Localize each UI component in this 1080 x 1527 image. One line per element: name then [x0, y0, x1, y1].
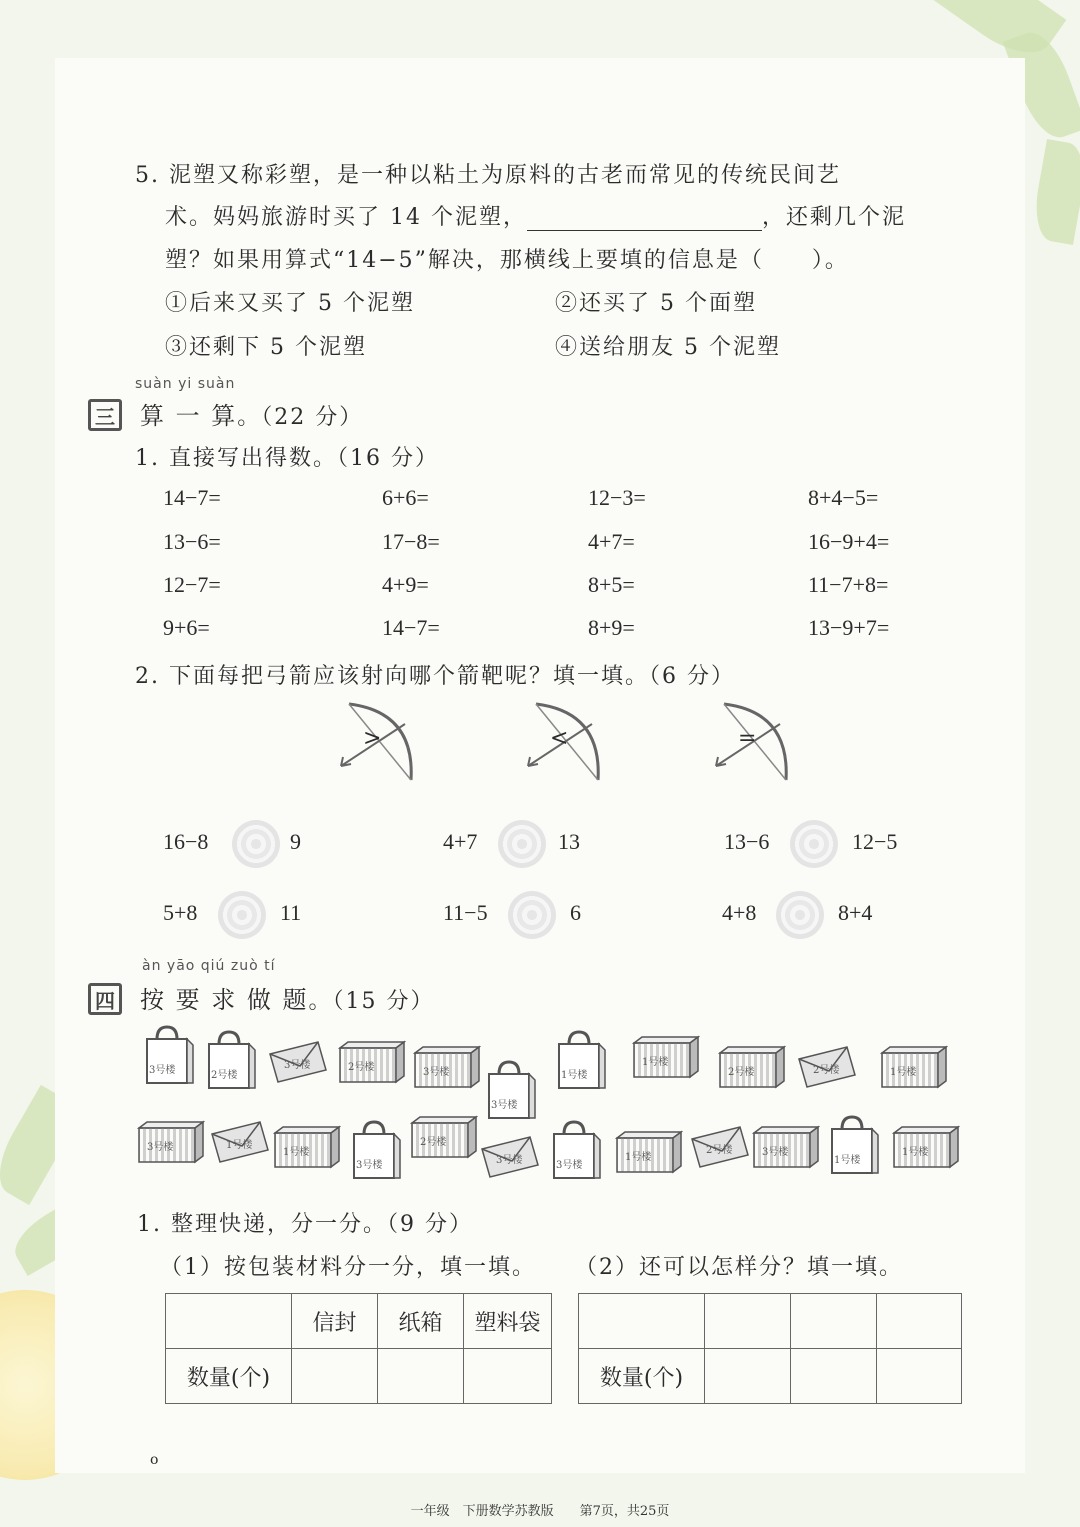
q5-line3: 塑？如果用算式“14−5”解决，那横线上要填的信息是（ ）。	[165, 248, 849, 273]
answer-cell[interactable]	[292, 1349, 378, 1404]
calc-expression[interactable]: 4+7=	[588, 529, 635, 554]
package-address-label: 1号楼	[642, 1057, 669, 1068]
compare-right: 11	[280, 900, 302, 925]
plastic-bag-icon	[485, 1060, 537, 1120]
section3-score: 。（22 分）	[237, 405, 364, 430]
page-footer: 一年级 下册数学苏教版 第7页，共25页	[410, 1504, 670, 1519]
q5-line1: 5. 泥塑又称彩塑，是一种以粘土为原料的古老而常见的传统民间艺	[135, 163, 841, 188]
answer-cell[interactable]	[464, 1349, 552, 1404]
carton-box-icon	[632, 1035, 700, 1079]
section4-title: 按 要 求 做 题	[140, 986, 309, 1014]
answer-cell[interactable]	[579, 1294, 705, 1349]
carton-box-icon	[892, 1125, 960, 1169]
section4-marker: 四	[88, 983, 122, 1015]
package-address-label: 3号楼	[147, 1142, 174, 1153]
compare-left: 11−5	[443, 900, 488, 925]
leaf-decoration	[1030, 139, 1080, 245]
table-corner-cell	[166, 1294, 292, 1349]
section4-pinyin: àn yāo qiú zuò tí	[142, 958, 276, 974]
envelope-icon	[210, 1120, 270, 1164]
package-address-label: 3号楼	[149, 1065, 176, 1076]
carton-box-icon	[615, 1130, 683, 1174]
sec3-q2-title: 2. 下面每把弓箭应该射向哪个箭靶呢？填一填。（6 分）	[135, 664, 735, 689]
package-address-label: 3号楼	[423, 1067, 450, 1078]
sec3-q1-title: 1. 直接写出得数。（16 分）	[135, 446, 439, 471]
bow-symbol: >	[363, 726, 382, 751]
material-table	[165, 1293, 552, 1404]
compare-left: 4+8	[722, 900, 757, 925]
answer-cell[interactable]	[791, 1349, 877, 1404]
q5-option-3[interactable]: ③还剩下 5 个泥塑	[165, 335, 367, 360]
section3-heading	[88, 396, 363, 431]
package-address-label: 1号楼	[625, 1152, 652, 1163]
section3-pinyin: suàn yi suàn	[135, 376, 236, 392]
compare-left: 16−8	[163, 829, 209, 854]
compare-right: 8+4	[838, 900, 873, 925]
section3-title: 算 一 算	[140, 402, 238, 430]
answer-cell[interactable]	[791, 1294, 877, 1349]
plastic-bag-icon	[555, 1030, 607, 1090]
sec4-sub2: （2）还可以怎样分？填一填。	[575, 1255, 903, 1280]
carton-box-icon	[273, 1125, 341, 1169]
package-address-label: 3号楼	[356, 1160, 383, 1171]
custom-sort-table	[578, 1293, 962, 1404]
q5-option-4[interactable]: ④送给朋友 5 个泥塑	[555, 335, 781, 360]
calc-expression[interactable]: 14−7=	[163, 485, 221, 510]
package-address-label: 3号楼	[491, 1100, 518, 1111]
package-address-label: 1号楼	[890, 1067, 917, 1078]
envelope-icon	[480, 1135, 540, 1179]
calc-expression[interactable]: 14−7=	[382, 615, 440, 640]
package-address-label: 3号楼	[762, 1147, 789, 1158]
q5-answer-blank[interactable]	[527, 210, 762, 231]
bow-arrow-icon	[335, 702, 425, 782]
target-icon[interactable]	[218, 891, 266, 939]
section4-score: 。（15 分）	[308, 989, 435, 1014]
package-address-label: 3号楼	[496, 1155, 523, 1166]
carton-box-icon	[413, 1045, 481, 1089]
bow-arrow-icon	[710, 702, 800, 782]
compare-left: 4+7	[443, 829, 478, 854]
table-row-label: 数量(个)	[166, 1349, 292, 1404]
plastic-bag-icon	[205, 1030, 257, 1090]
compare-left: 13−6	[724, 829, 770, 854]
answer-cell[interactable]	[705, 1349, 791, 1404]
q5-line2-start: 术。妈妈旅游时买了 14 个泥塑，	[165, 205, 527, 230]
carton-box-icon	[718, 1045, 786, 1089]
bow-symbol: =	[738, 726, 757, 751]
bow-arrow-icon	[522, 702, 612, 782]
q5-line2	[165, 200, 906, 231]
sec4-sub1: （1）按包装材料分一分，填一填。	[160, 1255, 536, 1280]
q5-line2-end: ，还剩几个泥	[761, 205, 906, 230]
calc-expression[interactable]: 11−7+8=	[808, 572, 889, 597]
package-address-label: 1号楼	[561, 1070, 588, 1081]
package-address-label: 1号楼	[902, 1147, 929, 1158]
table-row-label: 数量(个)	[579, 1349, 705, 1404]
package-address-label: 2号楼	[728, 1067, 755, 1078]
calc-expression[interactable]: 8+9=	[588, 615, 635, 640]
package-address-label: 2号楼	[348, 1062, 375, 1073]
bow-symbol: <	[550, 726, 569, 751]
package-address-label: 2号楼	[420, 1137, 447, 1148]
calc-expression[interactable]: 6+6=	[382, 485, 429, 510]
carton-box-icon	[410, 1115, 478, 1159]
compare-right: 6	[570, 900, 581, 925]
carton-box-icon	[338, 1040, 406, 1084]
calc-expression[interactable]: 16−9+4=	[808, 529, 890, 554]
plastic-bag-icon	[350, 1120, 402, 1180]
plastic-bag-icon	[143, 1025, 195, 1085]
calc-expression[interactable]: 13−9+7=	[808, 615, 890, 640]
calc-expression[interactable]: 13−6=	[163, 529, 221, 554]
table-header-plastic-bag: 塑料袋	[464, 1294, 552, 1349]
sec4-q1-title: 1. 整理快递，分一分。（9 分）	[137, 1212, 473, 1237]
package-address-label: 2号楼	[211, 1070, 238, 1081]
q5-option-1[interactable]: ①后来又买了 5 个泥塑	[165, 291, 415, 316]
page-mark: o	[150, 1452, 161, 1468]
answer-cell[interactable]	[877, 1294, 962, 1349]
package-address-label: 1号楼	[283, 1147, 310, 1158]
carton-box-icon	[880, 1045, 948, 1089]
envelope-icon	[690, 1125, 750, 1169]
table-header-envelope: 信封	[292, 1294, 378, 1349]
envelope-icon	[797, 1045, 857, 1089]
package-address-label: 2号楼	[813, 1065, 840, 1076]
answer-cell[interactable]	[705, 1294, 791, 1349]
target-icon[interactable]	[776, 891, 824, 939]
target-icon[interactable]	[508, 891, 556, 939]
compare-right: 12−5	[852, 829, 898, 854]
calc-expression[interactable]: 12−7=	[163, 572, 221, 597]
package-address-label: 3号楼	[284, 1060, 311, 1071]
section3-marker: 三	[88, 399, 122, 431]
target-icon[interactable]	[498, 820, 546, 868]
answer-cell[interactable]	[378, 1349, 464, 1404]
target-icon[interactable]	[232, 820, 280, 868]
calc-expression[interactable]: 4+9=	[382, 572, 429, 597]
calc-expression[interactable]: 17−8=	[382, 529, 440, 554]
answer-cell[interactable]	[877, 1349, 962, 1404]
compare-right: 13	[558, 829, 580, 854]
calc-expression[interactable]: 8+5=	[588, 572, 635, 597]
carton-box-icon	[752, 1125, 820, 1169]
calc-expression[interactable]: 12−3=	[588, 485, 646, 510]
compare-right: 9	[290, 829, 301, 854]
q5-option-2[interactable]: ②还买了 5 个面塑	[555, 291, 757, 316]
package-address-label: 1号楼	[226, 1140, 253, 1151]
section4-heading	[88, 980, 435, 1015]
envelope-icon	[268, 1040, 328, 1084]
plastic-bag-icon	[550, 1120, 602, 1180]
calc-expression[interactable]: 9+6=	[163, 615, 210, 640]
package-address-label: 1号楼	[834, 1155, 861, 1166]
package-address-label: 2号楼	[706, 1145, 733, 1156]
carton-box-icon	[137, 1120, 205, 1164]
table-header-carton: 纸箱	[378, 1294, 464, 1349]
calc-expression[interactable]: 8+4−5=	[808, 485, 879, 510]
package-address-label: 3号楼	[556, 1160, 583, 1171]
target-icon[interactable]	[790, 820, 838, 868]
plastic-bag-icon	[828, 1115, 880, 1175]
compare-left: 5+8	[163, 900, 198, 925]
